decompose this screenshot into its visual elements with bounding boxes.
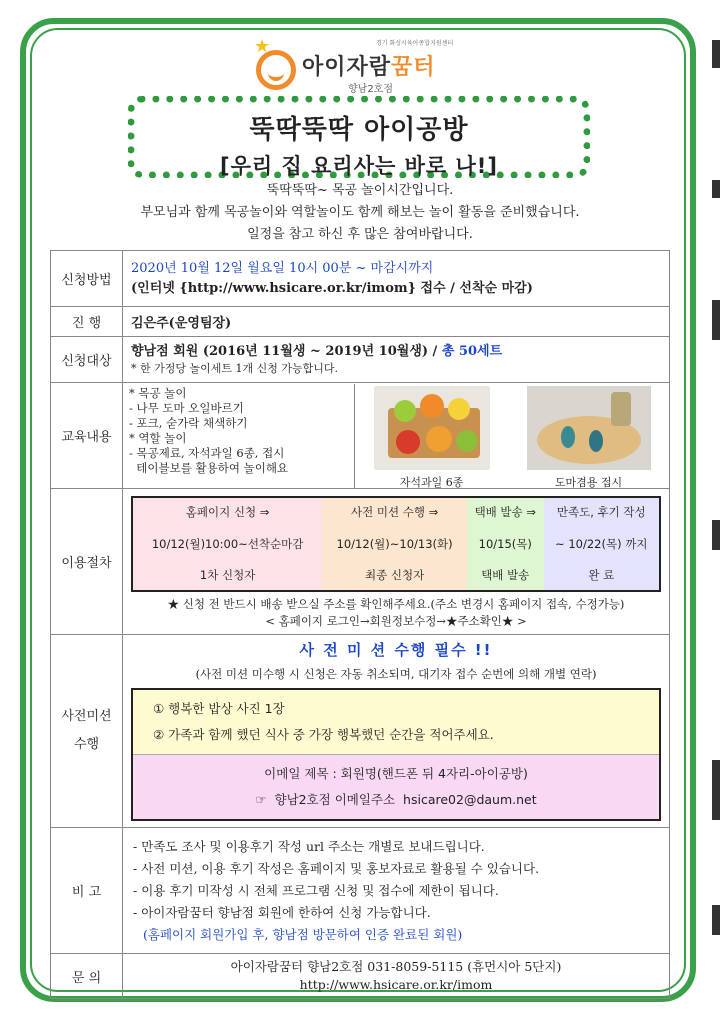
host-name: 김은주(운영팀장) xyxy=(123,307,670,337)
target-main: 향남점 회원 (2016년 11월생 ~ 2019년 10월생) / xyxy=(131,343,442,359)
row-label: 이용절차 xyxy=(51,489,123,635)
mission-item: ② 가족과 함께 했던 식사 중 가장 행복했던 순간을 적어주세요. xyxy=(153,727,494,742)
step-title: 택배 발송 ⇒ xyxy=(467,497,544,527)
row-label: 진 행 xyxy=(51,307,123,337)
edu-item: - 포크, 숟가락 채색하기 xyxy=(129,415,248,430)
edu-item: 테이블보를 활용하여 놀이해요 xyxy=(129,460,289,475)
smile-face-icon xyxy=(256,50,296,90)
row-apply xyxy=(51,251,670,307)
title-box xyxy=(128,96,590,178)
edu-wrap xyxy=(123,384,669,488)
intro-line: 뚝딱뚝딱~ 목공 놀이시간입니다. xyxy=(266,183,454,198)
step-title: 만족도, 후기 작성 xyxy=(544,497,660,527)
logo-branch: 향남2호점 xyxy=(348,84,394,95)
mission-subtext: (사전 미션 미수행 시 신청은 자동 취소되며, 대기자 접수 순번에 의해 개별 연락) xyxy=(195,667,597,681)
intro-text xyxy=(60,180,660,246)
target-note: * 한 가정당 놀이세트 1개 신청 가능합니다. xyxy=(131,361,338,375)
page-subtitle: [우리 집 요리사는 바로 나!] xyxy=(220,154,498,178)
row-label-line: 수행 xyxy=(73,737,100,752)
page-title: 뚝딱뚝딱 아이공방 xyxy=(249,115,469,145)
step-result: 택배 발송 xyxy=(467,561,544,591)
process-table xyxy=(131,496,661,592)
row-label: 신청방법 xyxy=(51,251,123,307)
email-address: ☞ 향남2호점 이메일주소 hsicare02@daum.net xyxy=(255,792,537,807)
row-contact xyxy=(51,954,670,999)
apply-method: (인터넷 {http://www.hsicare.or.kr/imom} 접수 / 선착순 마감) xyxy=(131,280,533,296)
row-label: 문 의 xyxy=(51,954,123,999)
step-title: 사전 미션 수행 ⇒ xyxy=(322,497,467,527)
mission-heading: 사 전 미 션 수행 필수 !! xyxy=(299,641,493,659)
scan-edge-mark xyxy=(712,760,720,820)
row-label-line: 사전미션 xyxy=(61,709,112,724)
row-target xyxy=(51,337,670,383)
center-logo xyxy=(252,36,472,96)
notes-list xyxy=(123,832,669,950)
logo-name xyxy=(302,50,436,81)
edu-item: * 목공 놀이 xyxy=(129,385,187,400)
image-caption: 도마겸용 접시 xyxy=(554,475,623,489)
row-content xyxy=(123,337,670,383)
row-notes xyxy=(51,828,670,954)
step-date: ~ 10/22(목) 까지 xyxy=(544,527,660,561)
edu-item: * 역할 놀이 xyxy=(129,430,187,445)
row-content xyxy=(123,251,670,307)
scan-edge-mark xyxy=(712,520,720,550)
row-content xyxy=(123,635,670,828)
image-caption: 자석과일 6종 xyxy=(399,475,464,489)
scan-edge-mark xyxy=(712,180,720,198)
row-mission xyxy=(51,635,670,828)
row-content xyxy=(123,383,670,489)
step-result: 1차 신청자 xyxy=(132,561,322,591)
star-icon: ★ xyxy=(254,36,271,57)
process-note-line: ★ 신청 전 반드시 배송 받으실 주소를 확인해주세요.(주소 변경시 홈페이지 접속, 수정가능) xyxy=(167,596,625,611)
note-highlight: (홈페이지 회원가입 후, 향남점 방문하여 인증 완료된 회원) xyxy=(143,926,463,942)
contact-line: 아이자람꿈터 향남2호점 031-8059-5115 (휴먼시아 5단지) xyxy=(230,959,562,974)
mission-box xyxy=(131,688,661,821)
row-label: 비 고 xyxy=(51,828,123,954)
note-item: - 아이자람꿈터 향남점 회원에 한하여 신청 가능합니다. xyxy=(133,904,431,920)
process-title-row xyxy=(132,497,660,527)
edu-images xyxy=(355,384,669,488)
step-date: 10/12(월)~10/13(화) xyxy=(322,527,467,561)
step-date: 10/12(월)10:00~선착순마감 xyxy=(132,527,322,561)
edu-list xyxy=(123,384,355,488)
note-item: - 만족도 조사 및 이용후기 작성 url 주소는 개별로 보내드립니다. xyxy=(133,838,485,854)
magnetic-fruit-photo xyxy=(374,386,490,470)
logo-org-name: 경기 화성시육아종합지원센터 xyxy=(376,40,454,47)
info-table xyxy=(50,250,670,999)
intro-line: 부모님과 함께 목공놀이와 역할놀이도 함께 해보는 놀이 활동을 준비했습니다. xyxy=(140,205,580,220)
row-label: 교육내용 xyxy=(51,383,123,489)
row-label: 신청대상 xyxy=(51,337,123,383)
scan-edge-mark xyxy=(712,300,720,340)
fruit-image-card xyxy=(374,386,490,490)
apply-date: 2020년 10월 12일 월요일 10시 00분 ~ 마감시까지 xyxy=(131,260,434,276)
mission-item: ① 행복한 밥상 사진 1장 xyxy=(153,701,285,716)
note-item: - 사전 미션, 이용 후기 작성은 홈페이지 및 홍보자료로 활용될 수 있습니다. xyxy=(133,860,540,876)
note-item: - 이용 후기 미작성 시 전체 프로그램 신청 및 접수에 제한이 됩니다. xyxy=(133,882,499,898)
row-content xyxy=(123,489,670,635)
logo-name-part1: 아이자람 xyxy=(302,55,392,80)
edu-item: - 목공제료, 자석과일 6종, 접시 xyxy=(129,445,285,460)
edu-item: - 나무 도마 오일바르기 xyxy=(129,400,244,415)
step-result: 최종 신청자 xyxy=(322,561,467,591)
row-edu xyxy=(51,383,670,489)
process-result-row xyxy=(132,561,660,591)
process-date-row xyxy=(132,527,660,561)
scan-edge-mark xyxy=(712,905,720,935)
contact-url[interactable]: http://www.hsicare.or.kr/imom xyxy=(299,977,493,992)
plate-image-card xyxy=(527,386,651,490)
target-count: 총 50세트 xyxy=(441,343,503,359)
intro-line: 일정을 참고 하신 후 많은 참여바랍니다. xyxy=(247,227,473,242)
mission-items xyxy=(133,690,659,754)
row-process xyxy=(51,489,670,635)
row-content xyxy=(123,828,670,954)
mission-email xyxy=(133,754,659,819)
scan-edge-mark xyxy=(712,40,720,68)
cutting-board-plate-photo xyxy=(527,386,651,470)
row-host xyxy=(51,307,670,337)
email-subject: 이메일 제목 : 회원명(핸드폰 뒤 4자리-아이공방) xyxy=(264,766,528,781)
step-title: 홈페이지 신청 ⇒ xyxy=(132,497,322,527)
row-content xyxy=(123,954,670,999)
process-note-line: < 홈페이지 로그인→회원정보수정→★주소확인★ > xyxy=(265,613,527,628)
process-note xyxy=(123,596,669,630)
step-result: 완 료 xyxy=(544,561,660,591)
target-desc xyxy=(131,343,661,361)
step-date: 10/15(목) xyxy=(467,527,544,561)
contact-info xyxy=(123,954,669,998)
row-label xyxy=(51,635,123,828)
logo-name-part2: 꿈터 xyxy=(391,55,436,80)
